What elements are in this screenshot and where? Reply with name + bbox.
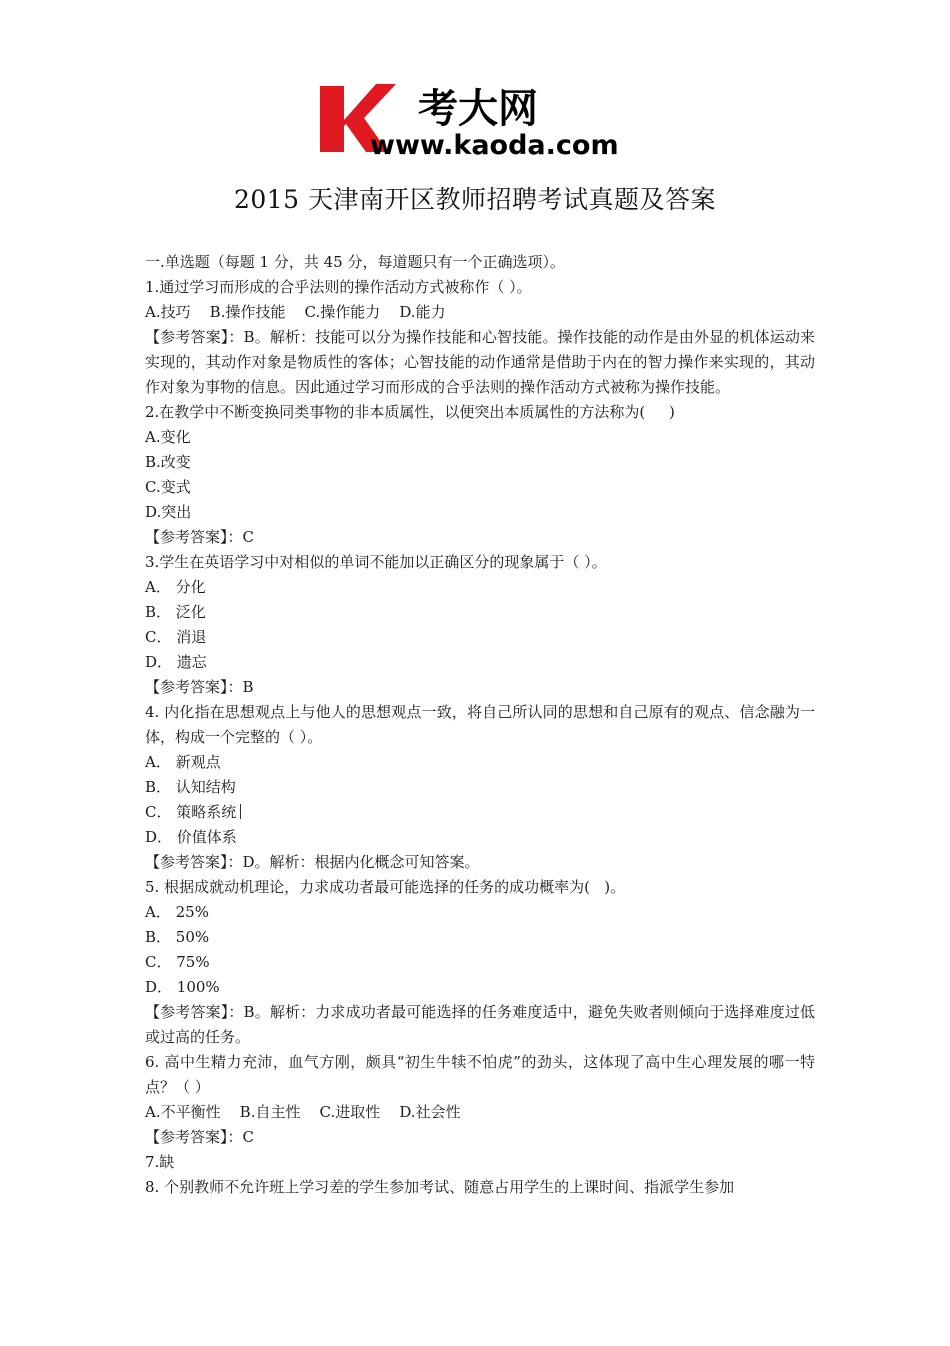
kaoda-logo: [318, 78, 643, 160]
question-2-answer: 【参考答案】：C: [145, 528, 254, 546]
question-3-option-b: B． 泛化: [145, 603, 206, 621]
question-5-option-a: A． 25%: [145, 903, 209, 921]
question-8: 8. 个别教师不允许班上学习差的学生参加考试、随意占用学生的上课时间、指派学生参加: [145, 1178, 735, 1196]
question-3-answer: 【参考答案】：B: [145, 678, 254, 696]
question-1-options: A.技巧 B.操作技能 C.操作能力 D.能力: [145, 303, 446, 321]
document-title: 2015 天津南开区教师招聘考试真题及答案: [233, 185, 717, 214]
question-5: 5. 根据成就动机理论，力求成功者最可能选择的任务的成功概率为( )。: [145, 878, 626, 896]
question-1: 1.通过学习而形成的合乎法则的操作活动方式被称作（ ）。: [145, 278, 532, 296]
brand-name: 考大网: [418, 86, 538, 132]
question-4-option-c: C． 策略系统: [145, 803, 237, 821]
question-6-options: A.不平衡性 B.自主性 C.进取性 D.社会性: [145, 1103, 461, 1121]
question-2-option-a: A.变化: [145, 428, 191, 446]
question-4-option-a: A． 新观点: [145, 753, 221, 771]
text-cursor: [240, 804, 241, 819]
question-2-option-d: D.突出: [145, 503, 192, 521]
question-3-option-a: A． 分化: [145, 578, 206, 596]
question-5-option-b: B． 50%: [145, 928, 210, 946]
question-6: 6. 高中生精力充沛，血气方刚，颇具“初生牛犊不怕虎”的劲头，这体现了高中生心理发展的哪一特点？（ ）: [145, 1053, 815, 1096]
question-6-answer: 【参考答案】：C: [145, 1128, 254, 1146]
question-3: 3.学生在英语学习中对相似的单词不能加以正确区分的现象属于（ ）。: [145, 553, 607, 571]
question-5-answer: 【参考答案】：B。解析：力求成功者最可能选择的任务难度适中，避免失败者则倾向于选择难度过低或过高的任务。: [145, 1003, 815, 1046]
brand-domain: www.kaoda.com: [370, 130, 619, 160]
question-3-option-c: C． 消退: [145, 628, 207, 646]
question-5-option-c: C． 75%: [145, 953, 210, 971]
question-4-option-c-row: [145, 800, 815, 825]
question-5-option-d: D． 100%: [145, 978, 220, 996]
question-3-option-d: D． 遗忘: [145, 653, 207, 671]
question-2: 2.在教学中不断变换同类事物的非本质属性，以便突出本质属性的方法称为( ): [145, 403, 675, 421]
question-4: 4. 内化指在思想观点上与他人的思想观点一致，将自己所认同的思想和自己原有的观点、信念融为一体，构成一个完整的（ ）。: [145, 703, 815, 746]
question-2-option-c: C.变式: [145, 478, 191, 496]
question-7: 7.缺: [145, 1153, 175, 1171]
question-2-option-b: B.改变: [145, 453, 191, 471]
section-heading: 一.单选题（每题 1 分，共 45 分，每道题只有一个正确选项）。: [145, 253, 565, 271]
document-body: [145, 250, 815, 1200]
question-4-answer: 【参考答案】：D。解析：根据内化概念可知答案。: [145, 853, 480, 871]
question-4-option-d: D． 价值体系: [145, 828, 237, 846]
question-1-answer: 【参考答案】：B。解析：技能可以分为操作技能和心智技能。操作技能的动作是由外显的机体运动来实现的，其动作对象是物质性的客体；心智技能的动作通常是借助于内在的智力操作来实现的，其动作对象为事物的信息。因此通过学习而形成的合乎法则的操作活动方式被称为操作技能。: [145, 328, 815, 396]
question-4-option-b: B． 认知结构: [145, 778, 236, 796]
